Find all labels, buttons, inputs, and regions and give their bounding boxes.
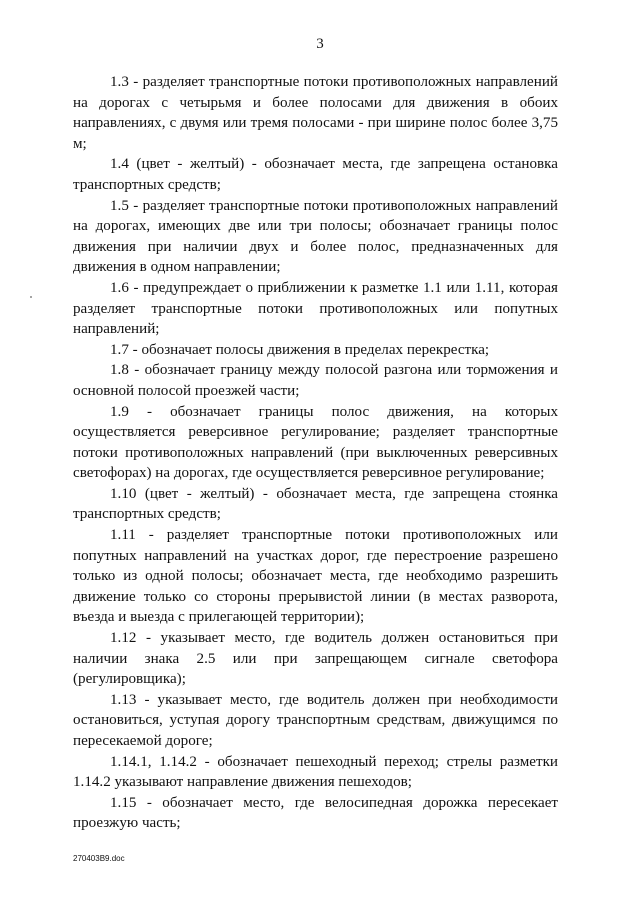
paragraph-1-3: 1.3 - разделяет транспортные потоки противоположных направлений на дорогах с четырьмя и более полосами для движения в обоих направлениях, с двумя или тремя полосами - при ширине полос более 3,75 м;: [73, 74, 558, 152]
margin-mark: [30, 296, 32, 298]
paragraph-1-4: 1.4 (цвет - желтый) - обозначает места, где запрещена остановка транспортных средств;: [73, 156, 558, 193]
paragraph-1-10: 1.10 (цвет - желтый) - обозначает места, где запрещена стоянка транспортных средств;: [73, 485, 558, 523]
paragraph-1-7: 1.7 - обозначает полосы движения в пределах перекрестка;: [110, 341, 490, 358]
document-filename: 270403B9.doc: [73, 854, 125, 863]
page-number: 3: [316, 36, 324, 52]
paragraph-1-9: 1.9 - обозначает границы полос движения, на которых осуществляется реверсивное регулирование; разделяет транспортные потоки противоположных направлений (при выключенных реверсивных светофорах) на дорогах, где осуществляется реверсивное регулирование;: [73, 403, 558, 482]
paragraph-1-12: 1.12 - указывает место, где водитель должен остановиться при наличии знака 2.5 или при запрещающем сигнале светофора (регулировщика);: [73, 630, 558, 688]
paragraph-1-8: 1.8 - обозначает границу между полосой разгона или торможения и основной полосой проезжей части;: [73, 362, 558, 399]
paragraph-1-14: 1.14.1, 1.14.2 - обозначает пешеходный переход; стрелы разметки 1.14.2 указывают направление движения пешеходов;: [73, 753, 558, 791]
paragraph-1-6: 1.6 - предупреждает о приближении к разметке 1.1 или 1.11, которая разделяет транспортные потоки противоположных или попутных направлений;: [73, 279, 558, 338]
paragraph-1-13: 1.13 - указывает место, где водитель должен при необходимости остановиться, уступая дорогу транспортным средствам, движущимся по пересекаемой дороге;: [73, 691, 558, 749]
document-body: [73, 72, 558, 834]
paragraph-1-15: 1.15 - обозначает место, где велосипедная дорожка пересекает проезжую часть;: [73, 794, 558, 832]
paragraph-1-11: 1.11 - разделяет транспортные потоки противоположных или попутных направлений на участках дорог, где перестроение разрешено только из одной полосы; обозначает места, где необходимо разрешить движение только со стороны прерывистой линии (в местах разворота, въезда и выезда с прилегающей территории);: [73, 527, 558, 626]
paragraph-1-5: 1.5 - разделяет транспортные потоки противоположных направлений на дорогах, имеющих две или три полосы; обозначает границы полос движения при наличии двух и более полос, предназначенных для движения в одном направлении;: [73, 197, 558, 276]
